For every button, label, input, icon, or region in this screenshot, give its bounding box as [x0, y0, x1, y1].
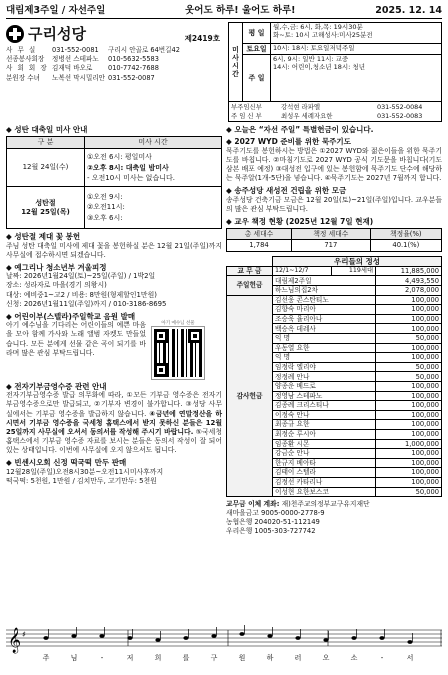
table-cell: 조승욱 율리아나: [273, 314, 376, 324]
table-cell: 12월 24일(수): [7, 149, 85, 187]
liturgical-week: 대림제3주일 / 자선주일: [6, 5, 106, 16]
priest-name: 최성우 세례자요한: [281, 111, 333, 120]
table-cell: ③오후 6시:: [87, 213, 123, 222]
account-title: 교무금 이체 계좌:: [226, 500, 280, 509]
note-head: [323, 638, 328, 642]
receipt-text-b: ④금년에 연말정산을 하시면서 기부금 영수증을 국세청 홈택스에서 받지 못하신 분들은 12월25일까지 사무실에 오셔서 동의서를 작성해 주시기 바랍니다.: [6, 409, 222, 436]
lyric-syllable: 저: [126, 654, 134, 662]
table-cell: 감사헌금: [227, 295, 273, 496]
table-cell: 백승옥 데레사: [273, 324, 376, 334]
table-cell: 100,000: [376, 449, 442, 459]
table-cell: ②오전11시:: [87, 203, 125, 212]
table-header: 책정율(%): [370, 228, 441, 239]
table-cell: 익 명: [273, 353, 376, 363]
mass-row-value: 10시: 18시: 토요일저녁주일: [273, 44, 355, 52]
lyric-syllable: 오: [322, 654, 330, 662]
account-line: 우리은행 1005-303-727742: [226, 526, 316, 535]
lyric-syllable: -: [100, 654, 104, 662]
table-cell: 이성현 요한보스코: [273, 487, 376, 497]
staff-name: 김재덕 바오로: [52, 64, 93, 73]
table-cell: 50,000: [376, 362, 442, 372]
table-cell: 100,000: [376, 382, 442, 392]
note-head: [43, 636, 48, 640]
table-cell: 익 명: [273, 334, 376, 344]
table-cell: 12/1~12/7: [273, 266, 332, 276]
sharp-icon: ♯: [22, 630, 26, 639]
table-cell: 임종환 시몬: [273, 439, 376, 449]
table-cell: 이정숙 안나: [273, 410, 376, 420]
mass-row-label: 토요일: [243, 44, 271, 54]
lyric-syllable: 구: [210, 654, 218, 662]
table-cell: 100,000: [376, 314, 442, 324]
receipt-text-a: 전자기부금영수증 발급 의무화에 따라, ①모든 기부금 영수증은 전자기부금영수증으로만 발급되고, ②기부자 변경이 불가합니다. ③성당 사무실에서는 기부금 영수증을 발급하지 않습니다.: [6, 391, 222, 418]
note-head: [351, 636, 356, 640]
staff-role: 선종봉사회장: [6, 55, 45, 64]
album-heading: ◆ 어린이부(스텔라)주일학교 음원 발매: [6, 311, 136, 321]
mass-side-label: 미 사 시 간: [229, 23, 243, 101]
table-cell: 100,000: [376, 391, 442, 401]
table-cell: 2,078,000: [376, 286, 442, 296]
note-head: [155, 638, 160, 642]
table-header: 구 분: [7, 137, 85, 149]
wyd-heading: ◆ 2027 WYD 준비를 위한 묵주기도: [226, 137, 351, 147]
staff-contact: 010-5632-5583: [108, 55, 159, 64]
qr-caption: 아기 예수님 선물: [161, 321, 195, 327]
christmas-mass-heading: ◆ 성탄 대축일 미사 안내: [6, 125, 88, 134]
table-cell: 한규지 베아타: [273, 458, 376, 468]
staff-contact: 구리시 안골로 64번길42: [108, 46, 180, 54]
note-head: [267, 634, 272, 638]
lyric-syllable: 희: [154, 654, 162, 662]
table-row: [227, 276, 442, 286]
wyd-text: 묵주기도를 봉헌하시는 방법은 ①2027 WYD와 젊은이들을 위한 묵주기도를 바칩니다. ②마침기도로 2027 WYD 공식 기도문을 바칩니다(기도 삼본 배포 예정) ③대성전 입구에 있는 봉헌함에 묵주기도 단수에 해당하는 묵주알(1개-5단)을 넣습니다. ④묵주기도는 2027년 7월까지 합니다.: [226, 146, 442, 183]
table-cell: 12월 25일(목): [21, 207, 70, 216]
table-cell: 김종례 크리스티나: [273, 401, 376, 411]
lyric-syllable: 소: [350, 654, 358, 662]
treble-clef-icon: 𝄞: [8, 628, 22, 653]
pledge-status-heading: ◆ 교우 책정 현황 (2025년 12월 7일 현재): [226, 217, 374, 227]
youth-retreat-text: 날짜: 2026년1월24일(토)~25일(주일) / 1박2일 장소: 성라자로 마을(경기 의왕시) 대상: 예비중1~고2 / 비용: 8만원(형제할인1만원) 신청: 2026년1월11일(주일)까지 / 010-3186-8695: [6, 272, 167, 308]
table-cell: 성탄절: [35, 198, 56, 207]
table-row: [227, 295, 442, 305]
table-cell: 우동열 요한: [273, 343, 376, 353]
lyrics: [43, 653, 414, 662]
table-cell: 100,000: [376, 468, 442, 478]
rice-cake-heading: ◆ 빈센시오회 신정 떡국떡 만두 판매: [6, 458, 127, 468]
table-cell: 100,000: [376, 295, 442, 305]
altar-flower-heading: ◆ 성탄절 제대 꽃 봉헌: [6, 232, 81, 242]
table-cell: 양종운 베드로: [273, 382, 376, 392]
new-church-text: 송주성당 건축기금 모금은 12월 20일(토)~21일(주일)입니다. 교우분들의 많은 관심 부탁드립니다.: [226, 195, 442, 213]
table-cell: 하느님의집2차: [273, 286, 376, 296]
table-cell: 100,000: [376, 477, 442, 487]
lyric-syllable: 님: [70, 654, 78, 662]
account-line: 새마을금고 9005-0000-2778-9: [226, 508, 325, 517]
account-info: [226, 500, 442, 535]
table-cell: 정정례 안나: [273, 372, 376, 382]
table-header: 책정 세대수: [292, 228, 371, 239]
table-cell: 50,000: [376, 487, 442, 497]
note-head: [211, 634, 216, 638]
note-head: [295, 636, 300, 640]
priest-phone: 031-552-0084: [377, 103, 423, 112]
table-cell: 100,000: [376, 401, 442, 411]
youth-retreat-heading: ◆ 예그리나 청소년부 겨울피정: [6, 262, 107, 272]
table-cell: 정영남 스테파노: [273, 391, 376, 401]
note-head: [183, 636, 188, 640]
account-holder: 재)천주교의정부교구유지재단: [281, 500, 370, 509]
staff-directory: [6, 46, 224, 82]
table-cell: 김선웅 콘스탄티노: [273, 295, 376, 305]
pledge-status-table: [226, 228, 442, 252]
table-cell: ①오전 6시: 평일미사: [87, 153, 152, 162]
staff-lines: [6, 630, 442, 646]
table-cell: 11,885,000: [376, 266, 442, 276]
issue-date: 2025. 12. 14: [375, 5, 442, 16]
staff-role: 사 무 실: [6, 46, 37, 54]
right-column: [226, 125, 442, 535]
altar-flower-text: 주님 성탄 대축일 미사에 제대 꽃을 봉헌하실 분은 12월 21일(주일)까지 사무실에 접수하시면 되겠습니다.: [6, 241, 222, 259]
table-cell: 717: [292, 240, 371, 251]
table-header: 미사 시간: [85, 137, 222, 149]
album-text: 아기 예수님을 기다리는 어린이들의 예쁜 마음을 모아 함께 가사와 노래 앨범 자켓도 만들었습니다. 모든 분에게 선물 같은 곡이 되기를 바라며 많은 관심 부탁드립니다.: [6, 321, 146, 357]
table-cell: 100,000: [376, 410, 442, 420]
lyric-syllable: 러: [294, 654, 302, 662]
rice-cake-text: 12월28일(주일)오전8시30분~오전11시미사후까지 떡국떡: 5천원, 1만원 / 김치만두, 고기만두: 5천원: [6, 467, 164, 486]
table-cell: 김향숙 마리아: [273, 305, 376, 315]
mass-schedule: [228, 22, 442, 122]
table-cell: 100,000: [376, 324, 442, 334]
note-head: [239, 632, 244, 636]
staff-contact: 031-552-0087: [108, 73, 155, 82]
lyric-syllable: 하: [266, 654, 274, 662]
mass-row-value: 6시, 9시: 일반 11시: 교중 14시: 어린이,청소년 18시: 청년: [273, 55, 365, 71]
table-cell: 주일헌금: [227, 276, 273, 295]
table-cell: 김정선 카타리나: [273, 477, 376, 487]
table-cell: 최종규 요한: [273, 420, 376, 430]
table-cell: 임정락 엘리야: [273, 362, 376, 372]
cross-logo-icon: [6, 25, 24, 43]
lyric-syllable: 원: [238, 654, 246, 662]
table-cell: 40.1(%): [370, 240, 441, 251]
lyric-syllable: 를: [182, 654, 190, 662]
table-cell: 4,493,550: [376, 276, 442, 286]
receipt-text-c: ⑤국세청 홈택스에서 기부금 영수증 자료를 보시는 분들은 동의서 작성이 잘 되어 있는 상태입니다. 이번에 사무실에 오지 않으셔도 됩니다.: [6, 427, 222, 455]
table-cell: 50,000: [376, 334, 442, 344]
table-cell: 1,000,000: [376, 439, 442, 449]
staff-name: 031-552-0081: [52, 46, 99, 54]
table-cell: 100,000: [376, 420, 442, 430]
staff-name: 노복선 막시밀리안: [52, 73, 106, 82]
table-cell: 최정순 루시아: [273, 429, 376, 439]
staff-contact: 010-7742-7688: [108, 64, 159, 73]
table-cell: 100,000: [376, 305, 442, 315]
table-cell: 100,000: [376, 343, 442, 353]
album-qr-code-icon[interactable]: [152, 327, 204, 379]
lyric-syllable: -: [380, 654, 384, 662]
christmas-mass-table: [6, 136, 222, 229]
table-cell: 교 무 금: [227, 266, 273, 276]
offerings-table: [226, 266, 442, 497]
table-cell: - 오전10시 미사는 없습니다.: [87, 173, 175, 182]
priest-role: 부주임신부: [231, 103, 262, 112]
header-left: [6, 22, 224, 122]
table-cell: 100,000: [376, 458, 442, 468]
staff-role: 분원장 수녀: [6, 73, 40, 82]
table-cell: 50,000: [376, 372, 442, 382]
table-cell: 100,000: [376, 429, 442, 439]
receipt-heading: ◆ 전자기부금영수증 관련 안내: [6, 381, 107, 391]
new-church-heading: ◆ 송주성당 새성전 건립을 위한 모금: [226, 186, 347, 196]
left-column: [6, 125, 222, 535]
note-head: [99, 634, 104, 638]
mass-row-label: 평 일: [243, 23, 271, 43]
table-cell: 100,000: [376, 353, 442, 363]
table-cell: 김태이 스텔라: [273, 468, 376, 478]
table-cell: ①오전 9시:: [87, 192, 123, 201]
priest-name: 강석현 라파엘: [281, 103, 321, 112]
note-head: [127, 636, 132, 640]
note-head: [407, 640, 412, 644]
music-score: [6, 624, 442, 672]
mass-row-value: 월,수,금: 6시, 화,목: 19시30분 화~토: 10시 고해성사:미사25분전: [273, 23, 373, 39]
offerings-title: 우리들의 정성: [272, 256, 442, 266]
motto: 웃어도 하루! 울어도 하루!: [185, 5, 296, 16]
table-cell: 1,784: [227, 240, 292, 251]
table-cell: 119세대: [331, 266, 375, 276]
lyric-syllable: 서: [406, 654, 414, 662]
issue-number: 제2419호: [184, 34, 220, 44]
staff-role: 사 회 회 장: [6, 64, 49, 73]
note-head: [71, 634, 76, 638]
table-cell: 대림제2주일: [273, 276, 376, 286]
table-cell: 강금순 안나: [273, 449, 376, 459]
church-title: 구리성당: [28, 24, 86, 43]
mass-row-label: 주 일: [243, 55, 271, 101]
receipt-text: [6, 391, 222, 455]
staff-name: 정병선 스테파노: [52, 55, 99, 64]
lyric-syllable: 주: [42, 654, 50, 662]
table-header: 총 세대수: [227, 228, 292, 239]
priest-phone: 031-552-0083: [377, 111, 423, 120]
table-cell: ②오후 8시: 대축일 밤미사: [87, 163, 169, 172]
charity-sunday-heading: ◆ 오늘은 “자선 주일” 특별헌금이 있습니다.: [226, 125, 374, 134]
priests: [229, 101, 441, 121]
priest-role: 주 임 신 부: [231, 111, 262, 120]
account-line: 농협은행 204020-51-112149: [226, 517, 320, 526]
top-bar: [6, 3, 442, 19]
note-head: [379, 636, 384, 640]
